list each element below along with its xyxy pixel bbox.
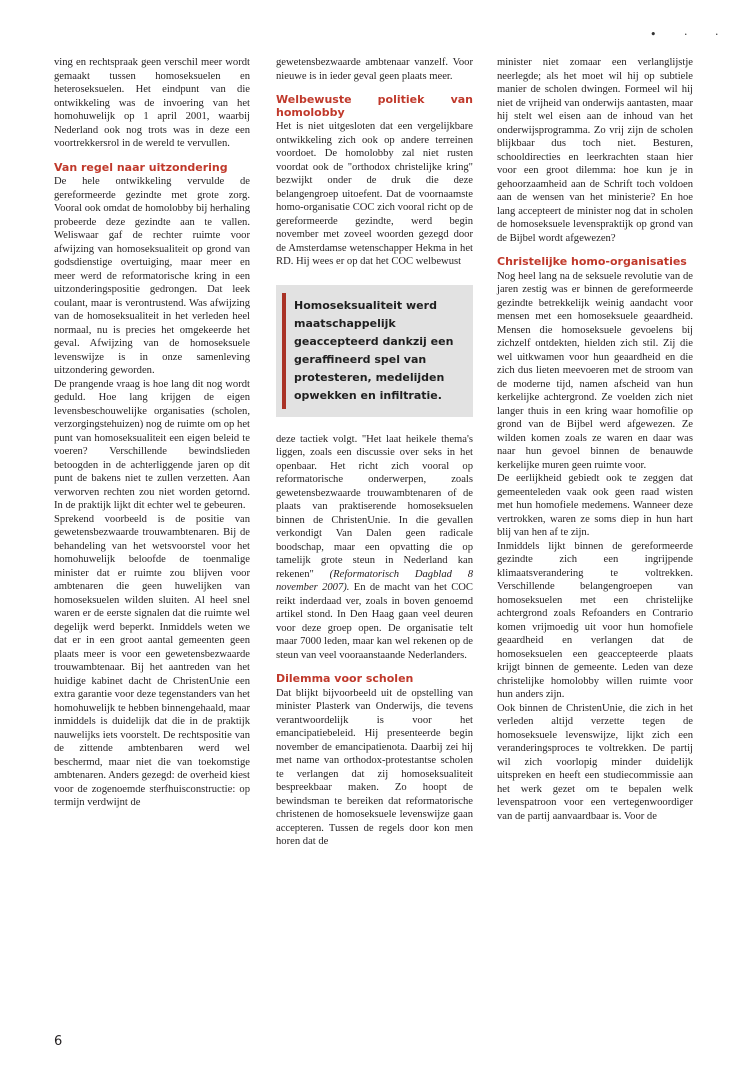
pull-quote-text: Homoseksualiteit werd maatschappelijk geaccepteerd dankzij een geraffineerd spel van protesteren, medelijden opwekken en infiltratie. [294,298,454,402]
source-citation: (Reformatorisch Dagblad 8 november 2007). [276,568,473,593]
paragraph: De hele ontwikkeling vervulde de gereformeerde gezindte met grote zorg. Vooral ook omdat de homolobby bij herhaling probeerde deze gezindte aan te vallen. Weliswaar gaf de rechter ruimte voor afwijzing van homoseksualiteit op grond van godsdienstige overtuiging, maar meer en meer werd de reformatorische kring in een uitzonderingspositie gedrongen. Dat leek coulant, maar is verontrustend. Was afwijzing van de homoseksualiteit in het verleden heel normaal, nu is precies het omgekeerde het geval. Afwijzing van de homoseksuele levenswijze is in onze samenleving uitzondering geworden. [54,176,250,376]
paragraph: De eerlijkheid gebiedt ook te zeggen dat gemeenteleden vaak ook geen raad wisten met hun homofiele medemens. Wanneer deze vertrokken, waren ze soms diep in hun hart blij van hen af te zijn. [497,473,693,538]
paragraph: gewetensbezwaarde ambtenaar vanzelf. Voor nieuwe is in ieder geval geen plaats meer. [276,57,473,82]
section-heading: Dilemma voor scholen [276,672,414,685]
paragraph: Sprekend voorbeeld is de positie van gewetensbezwaarde trouwambtenaren. Bij de behandeling van het wetsvoorstel voor het homohuwelijk beloofde de toenmalige minister dat er ruimte zou blijven voor ambtenaren die geen huwelijken van homoseksuelen wilden sluiten. Al heel snel waren er de eerste signalen dat die ruimte wel degelijk werd beperkt. Inmiddels weten we dat er in een groot aantal gemeenten geen plaats meer is voor een gewetensbezwaarde trouwambtenaar. Bij het aantreden van het huidige kabinet dacht de ChristenUnie een extra garantie voor deze tegenstanders van het homohuwelijk te hebben binnengehaald, maar inmiddels is duidelijk dat die in de praktijk nauwelijks iets voorstelt. De rechtspositie van de zittende ambtenbaren werd wel beschermd, maar niet die van toekomstige ambtenaren. Anders gezegd: de overheid kiest voor de zogenoemde sterfhuisconstructie: op termijn verdwijnt de [54,513,250,808]
paragraph: Nog heel lang na de seksuele revolutie van de jaren zestig was er binnen de gereformeerde gezindte betrekkelijk weinig aandacht voor mensen met een homoseksuele geaardheid. Mensen die homoseksuele gevoelens bij zichzelf ontdekten, hielden zich stil. Zij die wel uitkwamen voor hun geaardheid en die zich dus lieten meevoeren met de stroom van de moderne tijd, namen afscheid van hun kerkelijke achtergrond. Ze voelden zich niet langer thuis in een kring waar homofilie op grond van de Bijbel werd afgewezen. Ze wilden komen zoals ze waren en daar was naar hun gevoel binnen de benauwde kerkelijke muren geen ruimte voor. [497,270,693,471]
section-heading: Van regel naar uitzondering [54,160,228,174]
column-2 [276,56,473,849]
paragraph: ving en rechtspraak geen verschil meer wordt gemaakt tussen homoseksuelen en heteroseksuelen. Het eindpunt van die ontwikkeling was de invoering van het homohuwelijk op 1 april 2001, waarbij Nederland ook nog trots was in deze een voortrekkersrol in de wereld te vervullen. [54,57,250,149]
page-number: 6 [54,1034,63,1049]
column-3 [497,56,693,823]
paragraph: Inmiddels lijkt binnen de gereformeerde gezindte zich een ingrijpende klimaatsverandering te voltrekken. Verschillende belangengroepen van homoseksuelen met een christelijke achtergrond zoals Refoanders en Contrario komen vrijmoedig uit voor hun homofiele geaardheid en verlangen dat de homoseksuelen een geaccepteerde plaats krijgt binnen de gemeente. Leden van deze christelijke homolobby willen ruimte voor hun anders zijn. [497,540,693,700]
corner-marks: • · · [650,28,731,41]
paragraph [276,433,473,663]
paragraph-text: deze tactiek volgt. "Het laat heikele thema's liggen, zoals een discussie over seks in het openbaar. Het richt zich vooral op reformatorische onderwerpen, zoals gewetensbezwaarde trouwambtenaren of de plaats van praktiserende homoseksuelen binnen de ChristenUnie. In die gevallen verkondigt Van Dalen geen radicale boodschap, maar een opvatting die op tamelijk grote steun in Nederland kan rekenen" [276,433,473,580]
paragraph-text: En de macht van het COC reikt inderdaad ver, zoals in boven genoemd artikel stond. In Den Haag gaan veel deuren voor deze groep open. De organisatie telt maar 7000 leden, maar kan wel rekenen op de steun van veel vooraanstaande Nederlanders. [276,582,473,661]
column-1 [54,56,250,810]
paragraph: Het is niet uitgesloten dat een vergelijkbare ontwikkeling zich ook op andere terreinen voordoet. De homolobby zal niet rusten voordat ook de "orthodox christelijke kring" bezwijkt onder de druk die deze belangengroep uitoefent. Dat de voornaamste homo-organisatie COC zich vooral richt op de gereformeerde gezindte, werd begin november met zoveel woorden gezegd door de Amsterdamse wetenschapper Hekma in het RD. Hij wees er op dat het COC welbewust [276,121,473,267]
pull-quote [276,285,473,417]
paragraph: minister niet zomaar een verlanglijstje neerlegde; als het moet wil hij op subtiele manier de scholen dwingen. Formeel wil hij niet de vrijheid van onderwijs aantasten, maar hij stelt wel eisen aan de inhoud van het onderwijsprogramma. Zo vrij zijn de scholen blijkbaar dus toch niet. Besturen, schooldirecties en leerkrachten staan hier voor een groot dilemma: hoe kun je in gehoorzaamheid aan de Schrift toch voldoen aan de wensen van het ministerie? En hoe lang accepteert de minister nog dat in scholen de homoseksuele levenspraktijk op grond van de Bijbel wordt afgewezen? [497,57,693,244]
paragraph: Ook binnen de ChristenUnie, die zich in het verleden altijd verzette tegen de homoseksuele levenswijze, lijkt zich een veranderingsproces te voltrekken. De partij wil zich voorlopig minder duidelijk uitspreken en heeft een studiecommissie aan het werk gezet om te bepalen welk levenspatroon voor een vertegenwoordiger van de partij aanvaardbaar is. Voor de [497,702,693,822]
section-heading: Welbewuste politiek van homolobby [276,93,473,119]
paragraph: De prangende vraag is hoe lang dit nog wordt geduld. Hoe lang krijgen de eigen levensbeschouwelijke organisaties (scholen, verzorgingstehuizen) nog de ruimte om op het punt van homoseksualiteit een eigen beleid te voeren? Verschillende bewindslieden betoogden in de achterliggende jaren op dit punt de bakens niet te zullen verzetten. Aan verworven rechten zou niet worden getornd. In de praktijk lijkt dit echter wel te gebeuren. [54,378,250,511]
paragraph: Dat blijkt bijvoorbeeld uit de opstelling van minister Plasterk van Onderwijs, die tevens verantwoordelijk is voor het emancipatiebeleid. Hij presenteerde begin november de emancipatienota. Daarbij zei hij met name van orthodox-protestantse scholen te verlangen dat zij homoseksualiteit bespreekbaar maken. Zo hoopt de bewindsman te bereiken dat reformatorische christenen de homoseksuele levenswijze gaan accepteren. Tussen de regels door kon men horen dat de [276,687,473,847]
section-heading: Christelijke homo-organisaties [497,255,687,268]
